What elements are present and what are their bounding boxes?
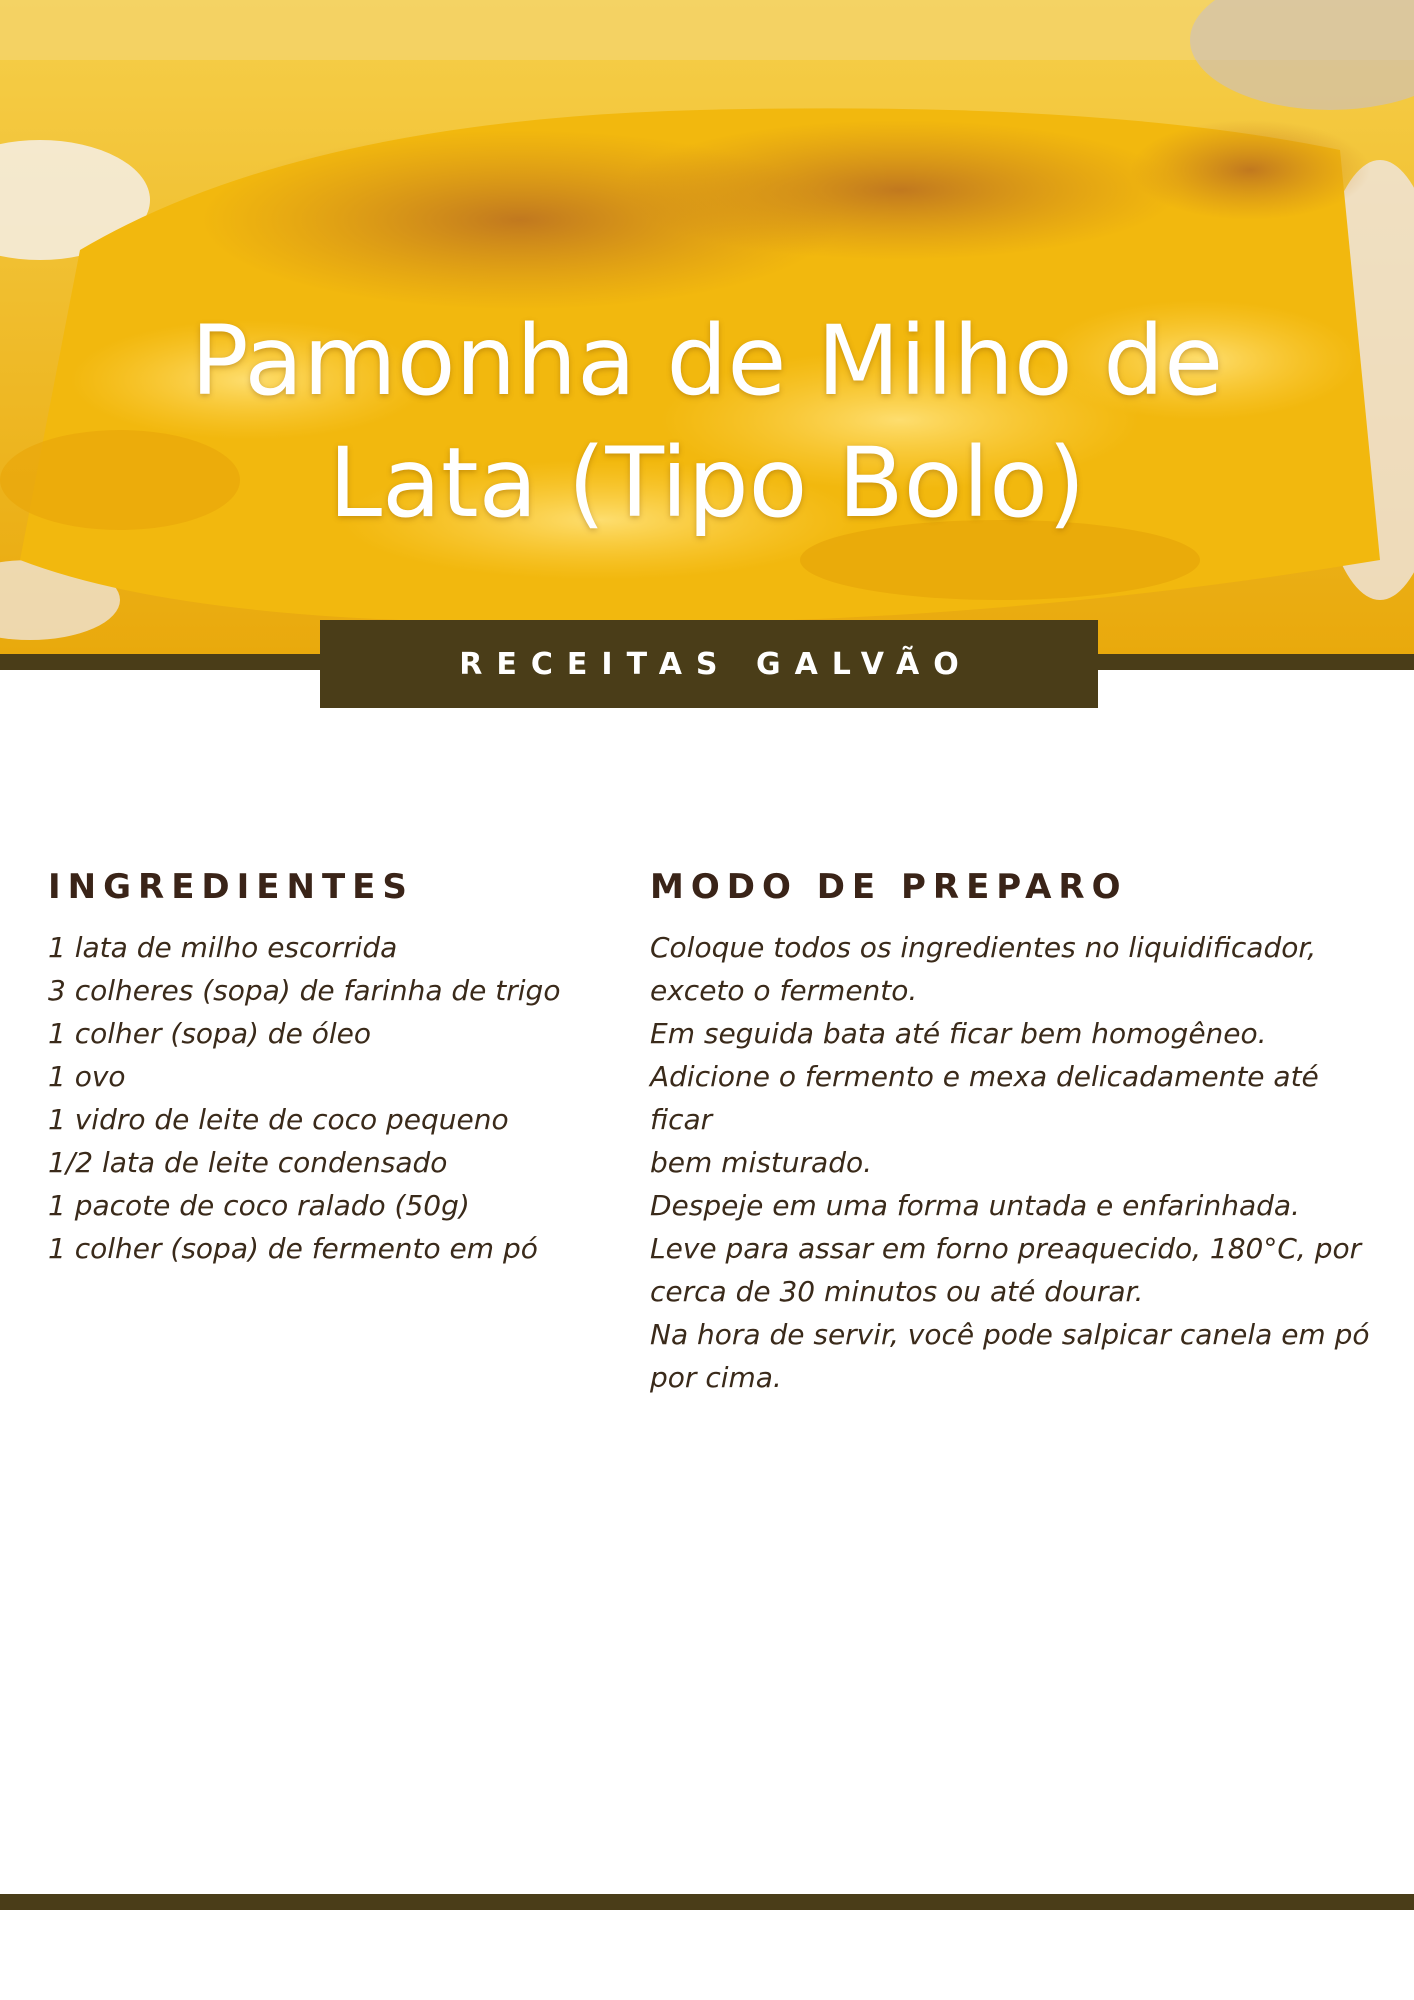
ingredients-list (48, 926, 588, 1270)
ingredient-item: 1 lata de milho escorrida (48, 931, 398, 964)
preparation-line: exceto o fermento. (650, 974, 918, 1007)
brand-label: RECEITAS GALVÃO (459, 646, 973, 682)
preparation-section (650, 862, 1370, 1399)
ingredients-section (48, 862, 588, 1270)
preparation-line: Em seguida bata até ficar bem homogêneo. (650, 1017, 1267, 1050)
preparation-line: Despeje em uma forma untada e enfarinhada. (650, 1189, 1300, 1222)
ingredient-item: 3 colheres (sopa) de farinha de trigo (48, 974, 561, 1007)
bottom-divider (0, 1894, 1414, 1910)
preparation-heading: MODO DE PREPARO (650, 867, 1128, 907)
brand-banner (320, 620, 1098, 708)
preparation-line: Na hora de servir, você pode salpicar canela em pó (650, 1318, 1370, 1351)
preparation-line: cerca de 30 minutos ou até dourar. (650, 1275, 1144, 1308)
ingredient-item: 1 ovo (48, 1060, 126, 1093)
hero-photo (0, 0, 1414, 654)
title-line-2: Lata (Tipo Bolo) (328, 427, 1086, 539)
page-title (60, 300, 1354, 544)
preparation-line: Adicione o fermento e mexa delicadamente até ficar (650, 1060, 1319, 1136)
title-line-1: Pamonha de Milho de (190, 305, 1224, 417)
ingredient-item: 1 pacote de coco ralado (50g) (48, 1189, 470, 1222)
ingredient-item: 1 vidro de leite de coco pequeno (48, 1103, 509, 1136)
ingredient-item: 1/2 lata de leite condensado (48, 1146, 448, 1179)
preparation-line: Coloque todos os ingredientes no liquidificador, (650, 931, 1317, 964)
preparation-line: Leve para assar em forno preaquecido, 180°C, por (650, 1232, 1362, 1265)
ingredient-item: 1 colher (sopa) de fermento em pó (48, 1232, 538, 1265)
preparation-line: bem misturado. (650, 1146, 873, 1179)
ingredient-item: 1 colher (sopa) de óleo (48, 1017, 371, 1050)
preparation-text (650, 926, 1370, 1399)
ingredients-heading: INGREDIENTES (48, 867, 414, 907)
preparation-line: por cima. (650, 1361, 782, 1394)
